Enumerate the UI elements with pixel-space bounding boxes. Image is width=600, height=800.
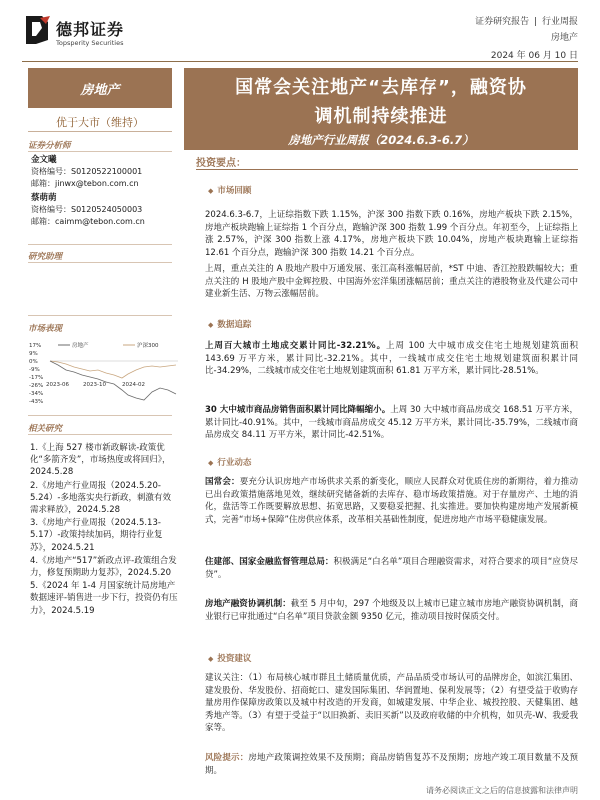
industry-news-lead-3: 房地产融资协调机制：	[205, 599, 291, 609]
industry-news-para-3	[205, 598, 578, 623]
legend-index: 沪深300	[137, 343, 159, 349]
report-type: 证券研究报告	[475, 17, 530, 27]
y-tick: -34%	[29, 391, 44, 397]
x-tick: 2023-06	[46, 382, 69, 388]
legend-sector: 房地产	[72, 343, 89, 349]
report-meta: 证券研究报告 | 行业周报 房地产 2024 年 06 月 10 日	[475, 17, 578, 61]
market-top-divider	[28, 315, 172, 316]
industry-news-para-2	[205, 556, 578, 581]
risk-warning-text: 房地产政策调控效果不及预期；商品房销售复苏不及预期；房地产竣工项目数量不及预期。	[205, 753, 578, 776]
analyst-divider	[28, 151, 172, 152]
report-industry: 房地产	[550, 33, 578, 43]
logo-name-en: Topsperity Securities	[56, 39, 124, 47]
sector-label: 房地产	[80, 83, 120, 98]
related-item[interactable]: 3.《房地产行业周报（2024.5.13-5.17）-政策持续加码，期待行业复苏》，2024.5.21	[30, 518, 163, 553]
industry-news-lead-1: 国常会：	[205, 477, 240, 487]
data-tracking-text-1: 上周 100 大中城市成交住宅土地规划建筑面积 143.69 万平方米，累计同比-32.21%。其中，一线城市成交住宅土地规划建筑面积累计同比-34.29%，二线城市成交住宅土地规划建筑面积 61.81 万平方米，累计同比-28.51%。	[205, 341, 578, 377]
x-tick: 2023-10	[83, 382, 106, 388]
analyst-2	[31, 192, 145, 228]
risk-warning-label: 风险提示：	[205, 753, 249, 763]
analyst-license: 资格编号：S0120524050003	[31, 205, 143, 214]
industry-news-text-1: 要充分认识房地产市场供求关系的新变化，顺应人民群众对优质住房的新期待，着力推动已出台政策措施落地见效，继续研究储备新的去库存、稳市场政策措施。对于存量房产、土地的消化，盘活等工作既要解放思想、拓宽思路，又要稳妥把握、扎实推进。要加快构建房地产发展新模式，完善“市场+保障”住房供应体系，改革相关基础性制度，促进房地产市场平稳健康发展。	[205, 477, 578, 525]
report-title-banner	[184, 68, 578, 150]
industry-news-para-1	[205, 476, 578, 526]
related-heading: 相关研究	[28, 424, 63, 434]
logo-name-cn: 德邦证券	[56, 20, 125, 39]
key-points-divider	[196, 169, 578, 170]
market-performance-chart	[28, 340, 178, 408]
assistant-heading: 研究助理	[28, 252, 63, 262]
section-investment-advice: ◆ 投资建议	[208, 652, 251, 664]
analyst-1	[31, 154, 142, 190]
market-heading: 市场表现	[28, 324, 63, 334]
report-title-line1: 国常会关注地产“去库存”，融资协	[235, 77, 527, 98]
assistant-top-divider	[28, 244, 172, 245]
market-review-para-2: 上周，重点关注的 A 股地产股中万通发展、张江高科涨幅居前，*ST 中迪、香江控股跌幅较大；重点关注的 H 股地产股中金辉控股、中国海外宏洋集团涨幅居前；重点关注的港股物业及代建公司中建业新生活、万物云涨幅居前。	[205, 264, 578, 300]
related-item[interactable]: 1.《上海 527 楼市新政解读-政策优化“多箭齐发”，市场热度或将回归》，2024.5.28	[30, 443, 171, 478]
y-tick: -26%	[29, 383, 44, 389]
sector-banner	[28, 68, 172, 108]
analyst-name: 金文曦	[31, 155, 57, 165]
report-title-line2: 调机制持续推进	[314, 106, 448, 127]
market-chart-svg	[28, 340, 178, 408]
x-tick: 2024-02	[122, 382, 145, 388]
analyst-email[interactable]: 邮箱：jinwx@tebon.com.cn	[31, 179, 139, 188]
risk-warning-para	[205, 752, 578, 777]
related-research-list	[30, 442, 178, 618]
footer-disclaimer: 请务必阅读正文之后的信息披露和法律声明	[426, 786, 578, 795]
y-tick: 0%	[29, 359, 38, 365]
related-item[interactable]: 4.《房地产“517”新政点评-政策组合发力，修复预期助力复苏》，2024.5.20	[30, 555, 177, 579]
analyst-email[interactable]: 邮箱：caimm@tebon.com.cn	[31, 217, 145, 226]
data-tracking-text-2: 上周 30 大中城市商品房成交 168.51 万平方米，累计同比-40.91%。其中，一线城市商品房成交 45.12 万平方米，累计同比-35.79%，二线城市商品房成交 84.11 万平方米，累计同比-42.51%。	[205, 405, 578, 441]
report-subtitle: 房地产行业周报（2024.6.3-6.7）	[288, 133, 474, 147]
key-points-heading: 投资要点：	[196, 158, 246, 169]
analyst-heading: 证券分析师	[28, 141, 71, 151]
header-divider	[22, 61, 578, 62]
section-market-review: ◆ 市场回顾	[208, 184, 251, 196]
related-top-divider	[28, 415, 172, 416]
section-industry-news: ◆ 行业动态	[208, 456, 251, 468]
y-tick: -17%	[29, 375, 44, 381]
analyst-license: 资格编号：S0120522100001	[31, 167, 143, 176]
rating-divider	[28, 131, 172, 132]
industry-news-text-2: 积极满足“白名单”项目合理融资需求，对符合要求的项目“应贷尽贷”。	[205, 557, 578, 580]
investment-advice-para: 建议关注：（1）布局核心城市群且土储质量优质，产品品质受市场认可的品牌房企，如滨江集团、建发股份、华发股份、招商蛇口、建发国际集团、华润置地、保利发展等；（2）有望受益于收购存量房用作保障房政策以及城中村改造的开发商，如城建发展、中华企业、城投控股、天健集团、越秀地产等。（3）有望于受益于“以旧换新、卖旧买新”以及政府收储的中介机构，如贝壳-W、我爱我家等。	[205, 673, 578, 734]
company-logo	[22, 12, 162, 52]
y-tick: 17%	[29, 343, 42, 349]
data-tracking-para-1	[205, 340, 578, 378]
y-tick: -9%	[29, 367, 40, 373]
related-item[interactable]: 2.《房地产行业周报（2024.5.20-5.24）-多地落实央行新政，刺激有效需求释放》，2024.5.28	[30, 480, 171, 516]
assistant-divider	[28, 262, 172, 263]
analyst-name: 蔡萌萌	[31, 193, 57, 203]
data-tracking-para-2	[205, 404, 578, 442]
logo-mark-icon	[22, 14, 52, 46]
data-tracking-lead-2: 30 大中城市商品房销售面积累计同比降幅缩小。	[205, 405, 391, 415]
data-tracking-lead-1: 上周百大城市土地成交累计同比-32.21%。	[205, 341, 387, 351]
section-data-tracking: ◆ 数据追踪	[208, 318, 251, 330]
related-item[interactable]: 5.《2024 年 1-4 月国家统计局房地产数据速评-销售进一步下行，投资仍有压力》，2024.5.19	[30, 581, 178, 616]
report-date: 2024 年 06 月 10 日	[490, 51, 578, 61]
series-line-index	[50, 361, 176, 378]
market-review-para-1: 2024.6.3-6.7，上证综指数下跌 1.15%，沪深 300 指数下跌 0.16%，房地产板块下跌 2.15%，房地产板块跑输上证综指 1 个百分点，跑输沪深 300 指数 1.99 个百分点。年初至今，上证综指上涨 2.57%，沪深 300 指数上涨 4.17%，房地产板块下跌 10.04%，房地产板块跑输上证综指 12.61 个百分点，跑输沪深 300 指数 14.21 个百分点。	[205, 210, 578, 258]
rating-label: 优于大市（维持）	[56, 116, 144, 129]
industry-news-text-3: 截至 5 月中旬，297 个地级及以上城市已建立城市房地产融资协调机制，商业银行已审批通过“白名单”项目贷款金额 9350 亿元，推动项目按时保质交付。	[205, 599, 578, 622]
industry-news-lead-2: 住建部、国家金融监督管理总局：	[205, 557, 334, 567]
report-subtype: 行业周报	[541, 17, 578, 27]
y-tick: 9%	[29, 351, 38, 357]
y-tick: -43%	[29, 399, 44, 405]
related-divider	[28, 434, 172, 435]
